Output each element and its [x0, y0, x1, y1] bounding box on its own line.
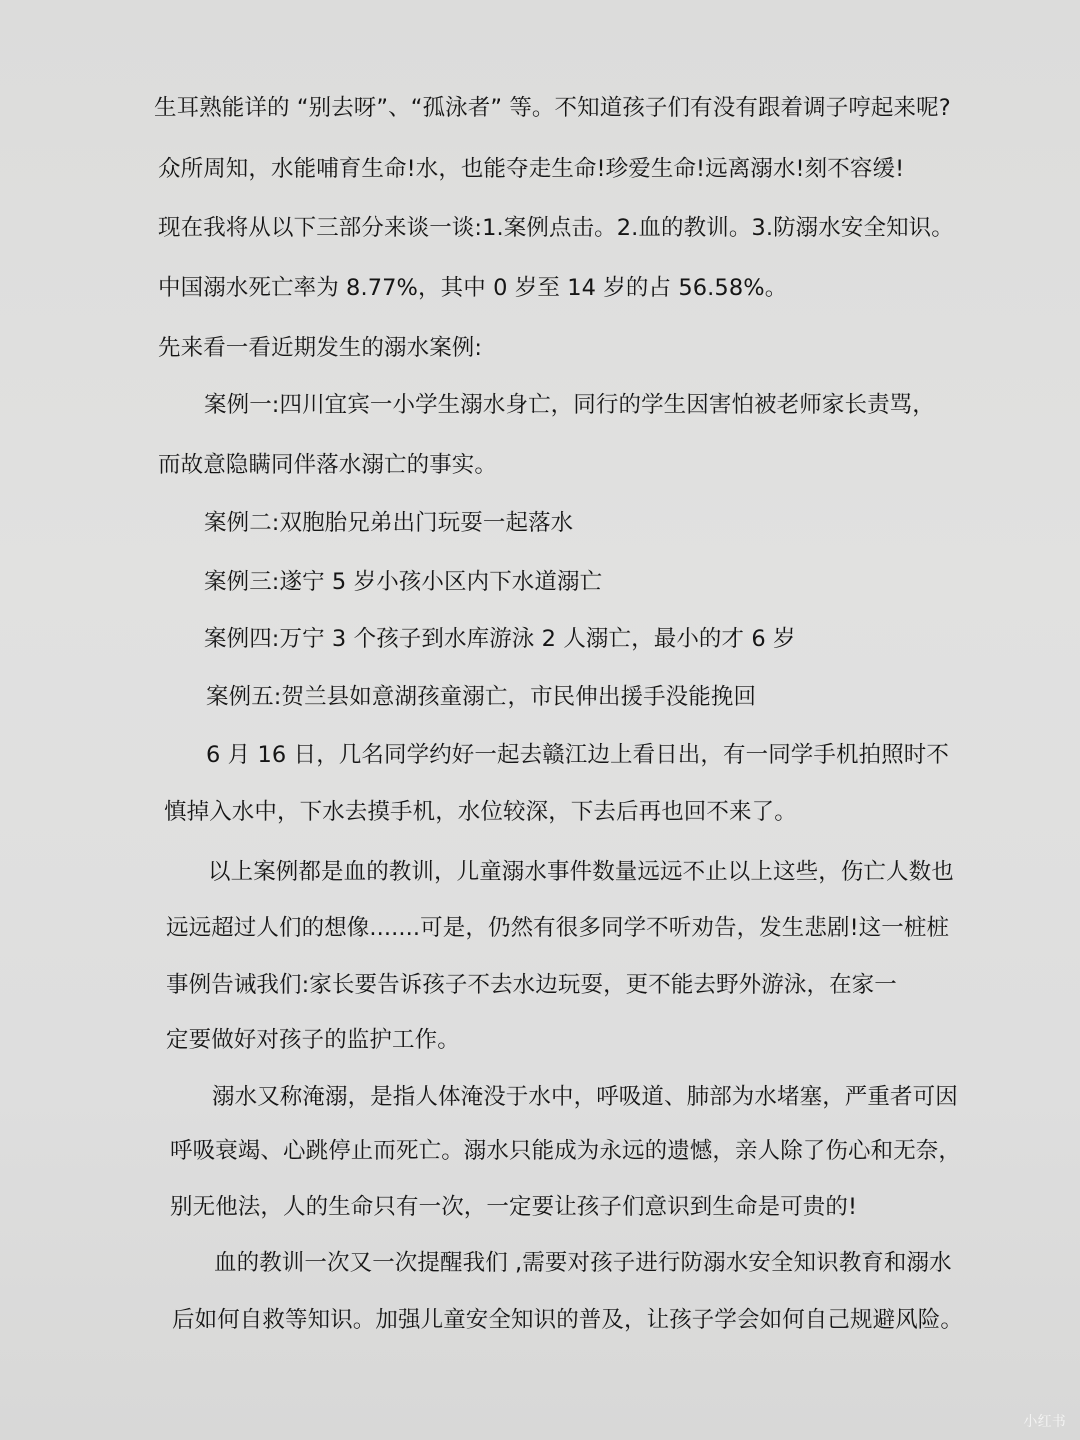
text-line: 别无他法，人的生命只有一次，一定要让孩子们意识到生命是可贵的! — [170, 1194, 858, 1220]
watermark: 小红书 — [1023, 1414, 1066, 1430]
text-line: 案例五:贺兰县如意湖孩童溺亡，市民伸出援手没能挽回 — [206, 684, 757, 710]
text-line: 呼吸衰竭、心跳停止而死亡。溺水只能成为永远的遗憾，亲人除了伤心和无奈， — [170, 1138, 962, 1164]
text-line: 定要做好对孩子的监护工作。 — [166, 1027, 460, 1053]
text-line: 案例一:四川宜宾一小学生溺水身亡，同行的学生因害怕被老师家长责骂， — [204, 392, 935, 418]
text-line: 众所周知，水能哺育生命!水，也能夺走生命!珍爱生命!远离溺水!刻不容缓! — [158, 156, 905, 182]
text-line: 现在我将从以下三部分来谈一谈:1.案例点击。2.血的教训。3.防溺水安全知识。 — [158, 215, 954, 241]
text-line: 案例四:万宁 3 个孩子到水库游泳 2 人溺亡，最小的才 6 岁 — [204, 626, 796, 652]
text-line: 事例告诫我们:家长要告诉孩子不去水边玩耍，更不能去野外游泳，在家一 — [166, 972, 897, 998]
text-line: 血的教训一次又一次提醒我们 ,需要对孩子进行防溺水安全知识教育和溺水 — [214, 1250, 952, 1276]
text-line: 先来看一看近期发生的溺水案例: — [158, 335, 483, 361]
text-line: 案例三:遂宁 5 岁小孩小区内下水道溺亡 — [204, 569, 603, 595]
text-line: 而故意隐瞒同伴落水溺亡的事实。 — [158, 452, 498, 478]
text-line: 慎掉入水中，下水去摸手机，水位较深，下去后再也回不来了。 — [164, 799, 797, 825]
text-line: 中国溺水死亡率为 8.77%，其中 0 岁至 14 岁的占 56.58%。 — [158, 275, 788, 301]
text-line: 远远超过人们的想像.......可是，仍然有很多同学不听劝告，发生悲剧!这一桩桩 — [166, 915, 950, 941]
text-line: 案例二:双胞胎兄弟出门玩耍一起落水 — [204, 510, 574, 536]
text-line: 溺水又称淹溺，是指人体淹没于水中，呼吸道、肺部为水堵塞，严重者可因 — [212, 1084, 958, 1110]
text-line: 以上案例都是血的教训，儿童溺水事件数量远远不止以上这些，伤亡人数也 — [208, 859, 954, 885]
text-line: 生耳熟能详的 “别去呀”、“孤泳者” 等。不知道孩子们有没有跟着调子哼起来呢? — [154, 95, 951, 121]
text-line: 后如何自救等知识。加强儿童安全知识的普及，让孩子学会如何自己规避风险。 — [172, 1307, 964, 1333]
text-line: 6 月 16 日，几名同学约好一起去赣江边上看日出，有一同学手机拍照时不 — [206, 742, 950, 768]
